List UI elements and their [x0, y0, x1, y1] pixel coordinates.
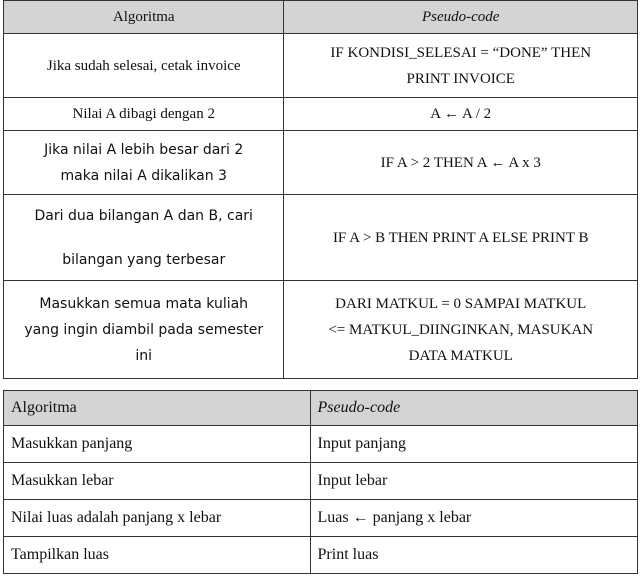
pseudocode-cell: Input lebar [310, 463, 637, 500]
pseudocode-cell: Print luas [310, 537, 637, 574]
table-row [4, 426, 638, 463]
pseudocode-cell [284, 98, 638, 131]
cell-text: DATA MATKUL [408, 347, 513, 364]
cell-text: Nilai A dibagi dengan 2 [72, 106, 215, 122]
algoritma-cell [4, 195, 284, 281]
table-row [4, 500, 638, 537]
header-pseudocode: Pseudo-code [284, 1, 638, 34]
table-row [4, 281, 638, 379]
algoritma-cell: Tampilkan luas [4, 537, 311, 574]
cell-text: Jika sudah selesai, cetak invoice [46, 57, 241, 74]
pseudocode-cell [284, 195, 638, 281]
algorithm-table-1 [3, 0, 638, 379]
algorithm-table-2 [3, 390, 638, 574]
table-row [4, 195, 638, 281]
cell-text: Jika nilai A lebih besar dari 2 [44, 141, 244, 158]
algoritma-cell [4, 98, 284, 131]
table-header-row [4, 391, 638, 426]
table-row [4, 34, 638, 98]
cell-text: maka nilai A dikalikan 3 [60, 167, 227, 184]
cell-text: A ← A / 2 [430, 106, 492, 122]
pseudocode-cell [284, 281, 638, 379]
table-row [4, 537, 638, 574]
algoritma-cell: Masukkan panjang [4, 426, 311, 463]
header-algoritma: Algoritma [4, 391, 311, 426]
cell-text: IF A > B THEN PRINT A ELSE PRINT B [332, 229, 589, 246]
cell-text: <= MATKUL_DIINGINKAN, MASUKAN [328, 321, 594, 338]
pseudocode-cell [284, 131, 638, 195]
header-algoritma: Algoritma [4, 1, 284, 34]
algoritma-cell [4, 281, 284, 379]
cell-text: yang ingin diambil pada semester [24, 321, 264, 338]
cell-text: PRINT INVOICE [406, 70, 515, 87]
cell-text: bilangan yang terbesar [62, 251, 226, 268]
cell-text: ini [135, 347, 153, 364]
table-row [4, 131, 638, 195]
cell-text: IF KONDISI_SELESAI = “DONE” THEN [330, 44, 592, 61]
table-header-row [4, 1, 638, 34]
cell-text: DARI MATKUL = 0 SAMPAI MATKUL [335, 295, 587, 312]
header-pseudocode: Pseudo-code [310, 391, 637, 426]
cell-text: Masukkan semua mata kuliah [39, 295, 249, 312]
pseudocode-cell [284, 34, 638, 98]
table-row [4, 98, 638, 131]
algoritma-cell: Nilai luas adalah panjang x lebar [4, 500, 311, 537]
algoritma-cell [4, 34, 284, 98]
pseudocode-cell: Luas ← panjang x lebar [310, 500, 637, 537]
algoritma-cell: Masukkan lebar [4, 463, 311, 500]
algoritma-cell [4, 131, 284, 195]
cell-text: IF A > 2 THEN A ← A x 3 [380, 154, 541, 171]
cell-text: Dari dua bilangan A dan B, cari [34, 207, 253, 224]
pseudocode-cell: Input panjang [310, 426, 637, 463]
table-row [4, 463, 638, 500]
